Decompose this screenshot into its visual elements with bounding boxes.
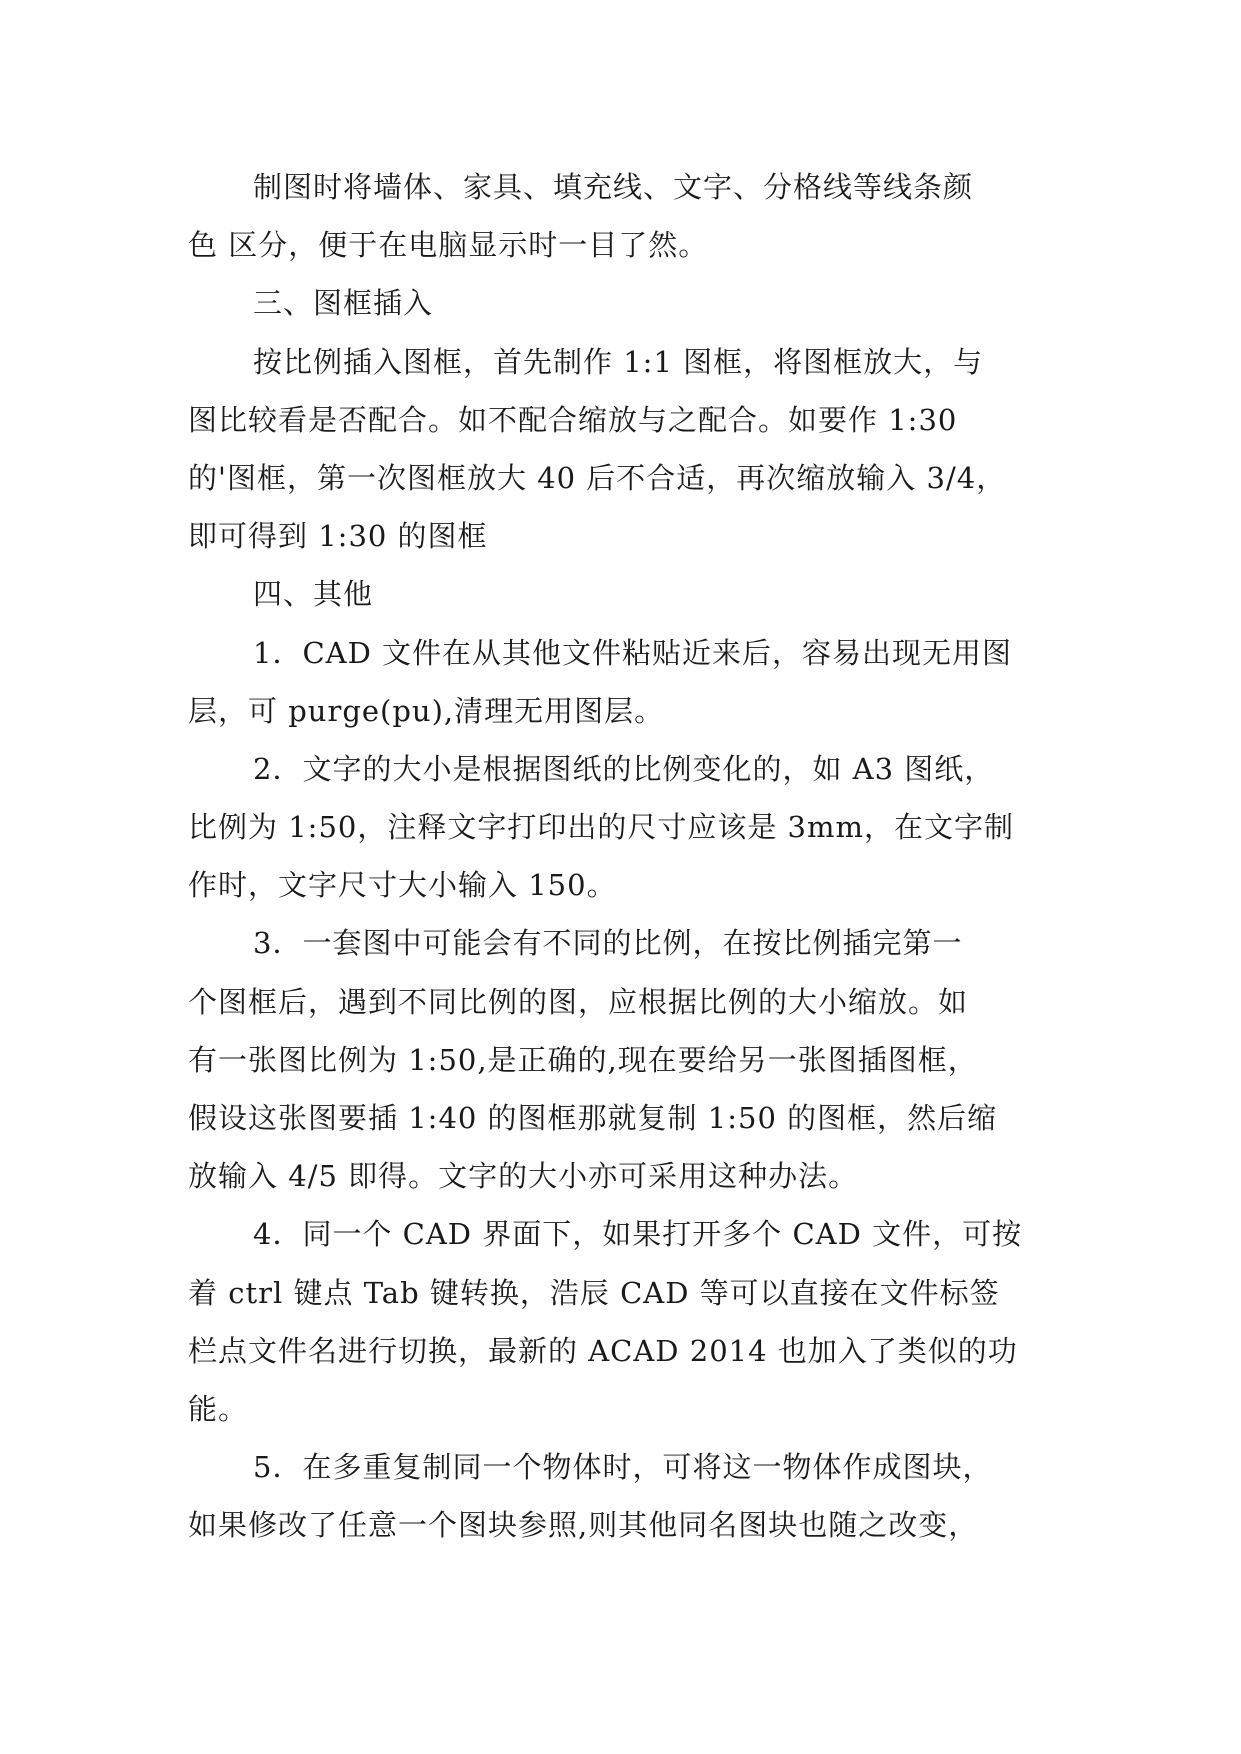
list-item-1: 1．CAD 文件在从其他文件粘贴近来后，容易出现无用图	[253, 635, 1013, 670]
text-line: 层，可 purge(pu),清理无用图层。	[188, 693, 665, 728]
text-line: 着 ctrl 键点 Tab 键转换，浩辰 CAD 等可以直接在文件标签	[188, 1275, 1000, 1310]
text-line: 如果修改了任意一个图块参照,则其他同名图块也随之改变，	[188, 1508, 979, 1543]
text-line: 制图时将墙体、家具、填充线、文字、分格线等线条颜	[253, 170, 974, 204]
text-line: 即可得到 1:30 的图框	[188, 519, 488, 554]
text-line: 能。	[188, 1391, 249, 1426]
section-heading: 四、其他	[253, 577, 374, 612]
document-body	[188, 158, 1058, 1555]
text-line: 栏点文件名进行切换，最新的 ACAD 2014 也加入了类似的功	[188, 1333, 1018, 1368]
text-line: 色 区分，便于在电脑显示时一目了然。	[188, 228, 709, 263]
text-line: 作时，文字尺寸大小输入 150。	[188, 868, 617, 903]
text-line: 假设这张图要插 1:40 的图框那就复制 1:50 的图框，然后缩	[188, 1101, 998, 1135]
text-line: 的'图框，第一次图框放大 40 后不合适，再次缩放输入 3/4，	[188, 460, 1007, 495]
text-line: 按比例插入图框，首先制作 1:1 图框，将图框放大，与	[253, 344, 984, 379]
list-item-5: 5．在多重复制同一个物体时，可将这一物体作成图块，	[253, 1450, 993, 1485]
list-item-3: 3．一套图中可能会有不同的比例，在按比例插完第一	[253, 926, 963, 961]
list-item-4: 4．同一个 CAD 界面下，如果打开多个 CAD 文件，可按	[253, 1217, 1023, 1252]
section-heading: 三、图框插入	[253, 286, 434, 321]
list-item-2: 2．文字的大小是根据图纸的比例变化的，如 A3 图纸，	[253, 751, 995, 786]
text-line: 有一张图比例为 1:50,是正确的,现在要给另一张图插图框，	[188, 1042, 978, 1077]
text-line: 图比较看是否配合。如不配合缩放与之配合。如要作 1:30	[188, 402, 958, 437]
text-line: 放输入 4/5 即得。文字的大小亦可采用这种办法。	[188, 1159, 859, 1194]
text-line: 比例为 1:50，注释文字打印出的尺寸应该是 3mm，在文字制	[188, 810, 1015, 845]
text-line: 个图框后，遇到不同比例的图，应根据比例的大小缩放。如	[188, 984, 969, 1019]
